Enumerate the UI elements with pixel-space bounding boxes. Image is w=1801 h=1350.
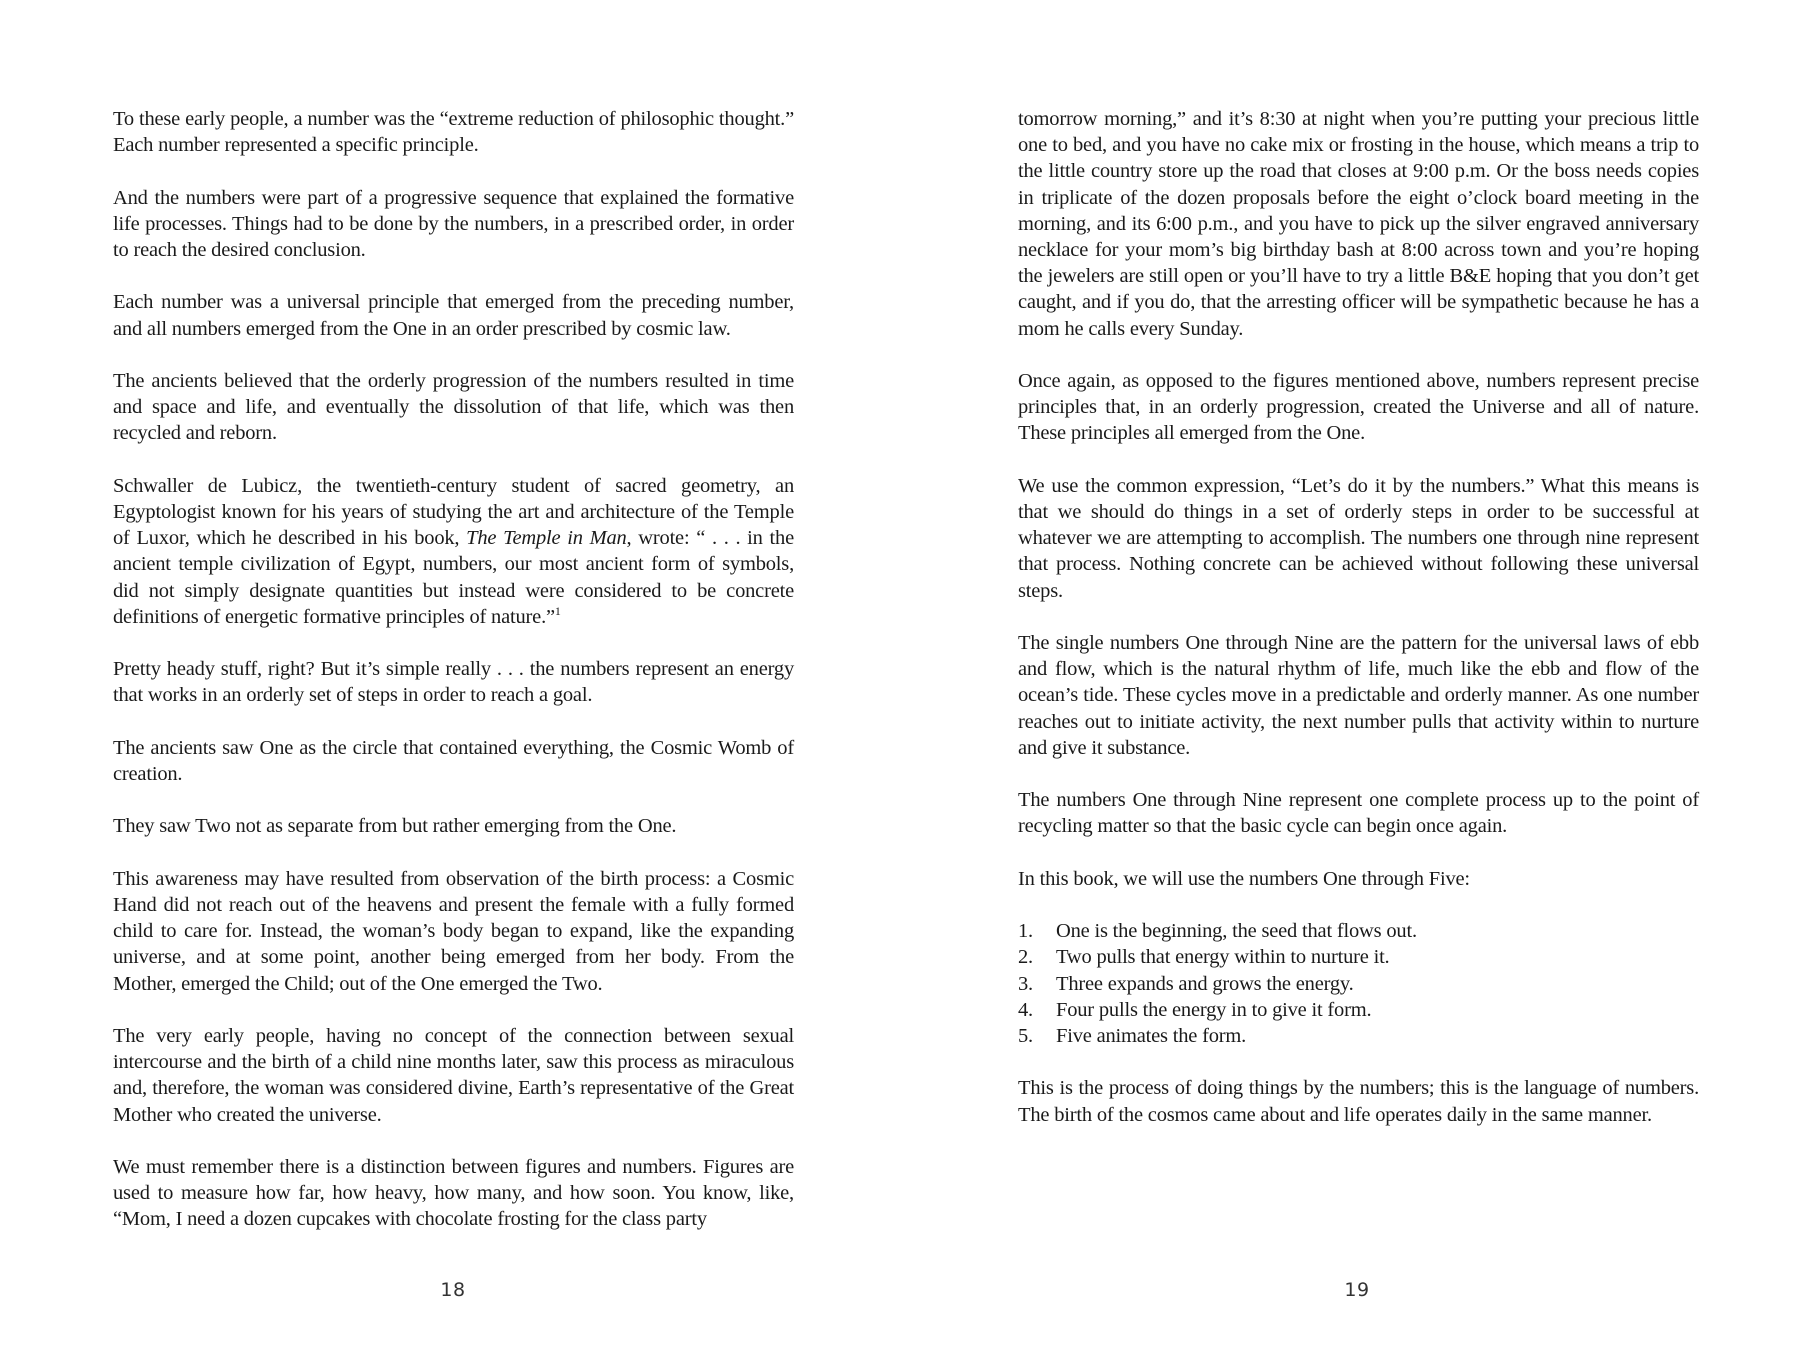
list-text: Three expands and grows the energy. xyxy=(1056,972,1354,995)
paragraph: We must remember there is a distinction between figures and numbers. Figures are used to measure how far, how heavy, how many, and how soon. You know, like, “Mom, I need a dozen cupcakes with chocolate frosting for the class party xyxy=(113,1155,794,1231)
paragraph: This awareness may have resulted from observation of the birth process: a Cosmic Hand did not reach out of the heavens and present the female with a fully formed child to care for. Instead, the woman’s body began to expand, like the expanding universe, and at some point, another being emerged from her body. From the Mother, emerged the Child; out of the One emerged the Two. xyxy=(113,867,794,995)
paragraph: Pretty heady stuff, right? But it’s simple really . . . the numbers represent an energy that works in an orderly set of steps in order to reach a goal. xyxy=(113,658,794,707)
numbered-list xyxy=(1018,918,1699,1049)
list-item xyxy=(1018,1023,1699,1049)
list-text: One is the beginning, the seed that flows out. xyxy=(1056,920,1417,943)
list-item xyxy=(1018,997,1699,1023)
paragraph: To these early people, a number was the “extreme reduction of philosophic thought.” Each number represented a specific principle. xyxy=(113,108,794,157)
paragraph: The ancients believed that the orderly progression of the numbers resulted in time and space and life, and eventually the dissolution of that life, which was then recycled and reborn. xyxy=(113,369,794,445)
footnote-marker[interactable]: 1 xyxy=(554,603,561,618)
page-number: 19 xyxy=(1344,1279,1370,1301)
text-span: , wrote: “ . . . in the ancient temple civilization of Egypt, numbers, our most ancient form of symbols, did not simply designate quantities but instead were considered to be concrete definitions of energetic formative principles of nature.” xyxy=(113,527,794,628)
list-text: Two pulls that energy within to nurture it. xyxy=(1056,946,1390,969)
list-item xyxy=(1018,918,1699,944)
list-text: Five animates the form. xyxy=(1056,1025,1247,1048)
paragraph: The single numbers One through Nine are the pattern for the universal laws of ebb and flow, which is the natural rhythm of life, much like the ebb and flow of the ocean’s tide. These cycles move in a predictable and orderly manner. As one number reaches out to initiate activity, the next number pulls that activity within to nurture and give it substance. xyxy=(1018,632,1699,759)
paragraph: The numbers One through Nine represent one complete process up to the point of recycling matter so that the basic cycle can begin once again. xyxy=(1018,789,1699,838)
list-number: 4. xyxy=(1018,998,1033,1021)
paragraph: This is the process of doing things by the numbers; this is the language of numbers. The birth of the cosmos came about and life operates daily in the same manner. xyxy=(1018,1077,1699,1126)
list-item xyxy=(1018,971,1699,997)
list-number: 3. xyxy=(1018,972,1033,995)
paragraph: Each number was a universal principle that emerged from the preceding number, and all numbers emerged from the One in an order prescribed by cosmic law. xyxy=(113,291,794,340)
paragraph: The ancients saw One as the circle that contained everything, the Cosmic Womb of creation. xyxy=(113,736,794,785)
paragraph: tomorrow morning,” and it’s 8:30 at night when you’re putting your precious little one to bed, and you have no cake mix or frosting in the house, which means a trip to the little country store up the road that closes at 9:00 p.m. Or the boss needs copies in triplicate of the dozen proposals before the eight o’clock board meeting in the morning, and its 6:00 p.m., and you have to pick up the silver engraved anniversary necklace for your mom’s big birthday bash at 8:00 across town and you’re hoping the jewelers are still open or you’ll have to try a little B&E hoping that you don’t get caught, and if you do, that the arresting officer will be sympathetic because he has a mom he calls every Sunday. xyxy=(1018,108,1699,340)
paragraph: We use the common expression, “Let’s do it by the numbers.” What this means is that we should do things in a set of orderly steps in order to be successful at whatever we are attempting to accomplish. The numbers one through nine represent that process. Nothing concrete can be achieved without following these universal steps. xyxy=(1018,474,1699,602)
paragraph: Once again, as opposed to the figures mentioned above, numbers represent precise principles that, in an orderly progression, created the Universe and all of nature. These principles all emerged from the One. xyxy=(1018,370,1699,445)
list-text: Four pulls the energy in to give it form. xyxy=(1056,998,1372,1021)
paragraph: And the numbers were part of a progressive sequence that explained the formative life processes. Things had to be done by the numbers, in a prescribed order, in order to reach the desired conclusion. xyxy=(113,186,794,261)
paragraph-quote xyxy=(113,473,794,630)
list-item xyxy=(1018,944,1699,970)
left-page-body xyxy=(113,106,794,1233)
paragraph: In this book, we will use the numbers One through Five: xyxy=(1018,867,1470,890)
right-page xyxy=(900,0,1800,1350)
paragraph: They saw Two not as separate from but rather emerging from the One. xyxy=(113,815,677,838)
list-number: 2. xyxy=(1018,946,1033,969)
left-page xyxy=(0,0,900,1350)
list-number: 5. xyxy=(1018,1025,1033,1048)
right-page-body xyxy=(1018,106,1699,1128)
paragraph: The very early people, having no concept of the connection between sexual intercourse and the birth of a child nine months later, saw this process as miraculous and, therefore, the woman was considered divine, Earth’s representative of the Great Mother who created the universe. xyxy=(113,1024,794,1126)
book-title: The Temple in Man xyxy=(466,527,627,550)
list-number: 1. xyxy=(1018,920,1033,943)
page-number: 18 xyxy=(440,1279,466,1301)
text-span: Schwaller de Lubicz, the twentieth-century student of sacred geometry, an Egyptologist known for his years of studying the art and architecture of the Temple of Luxor, which he described in his book, xyxy=(113,474,794,550)
